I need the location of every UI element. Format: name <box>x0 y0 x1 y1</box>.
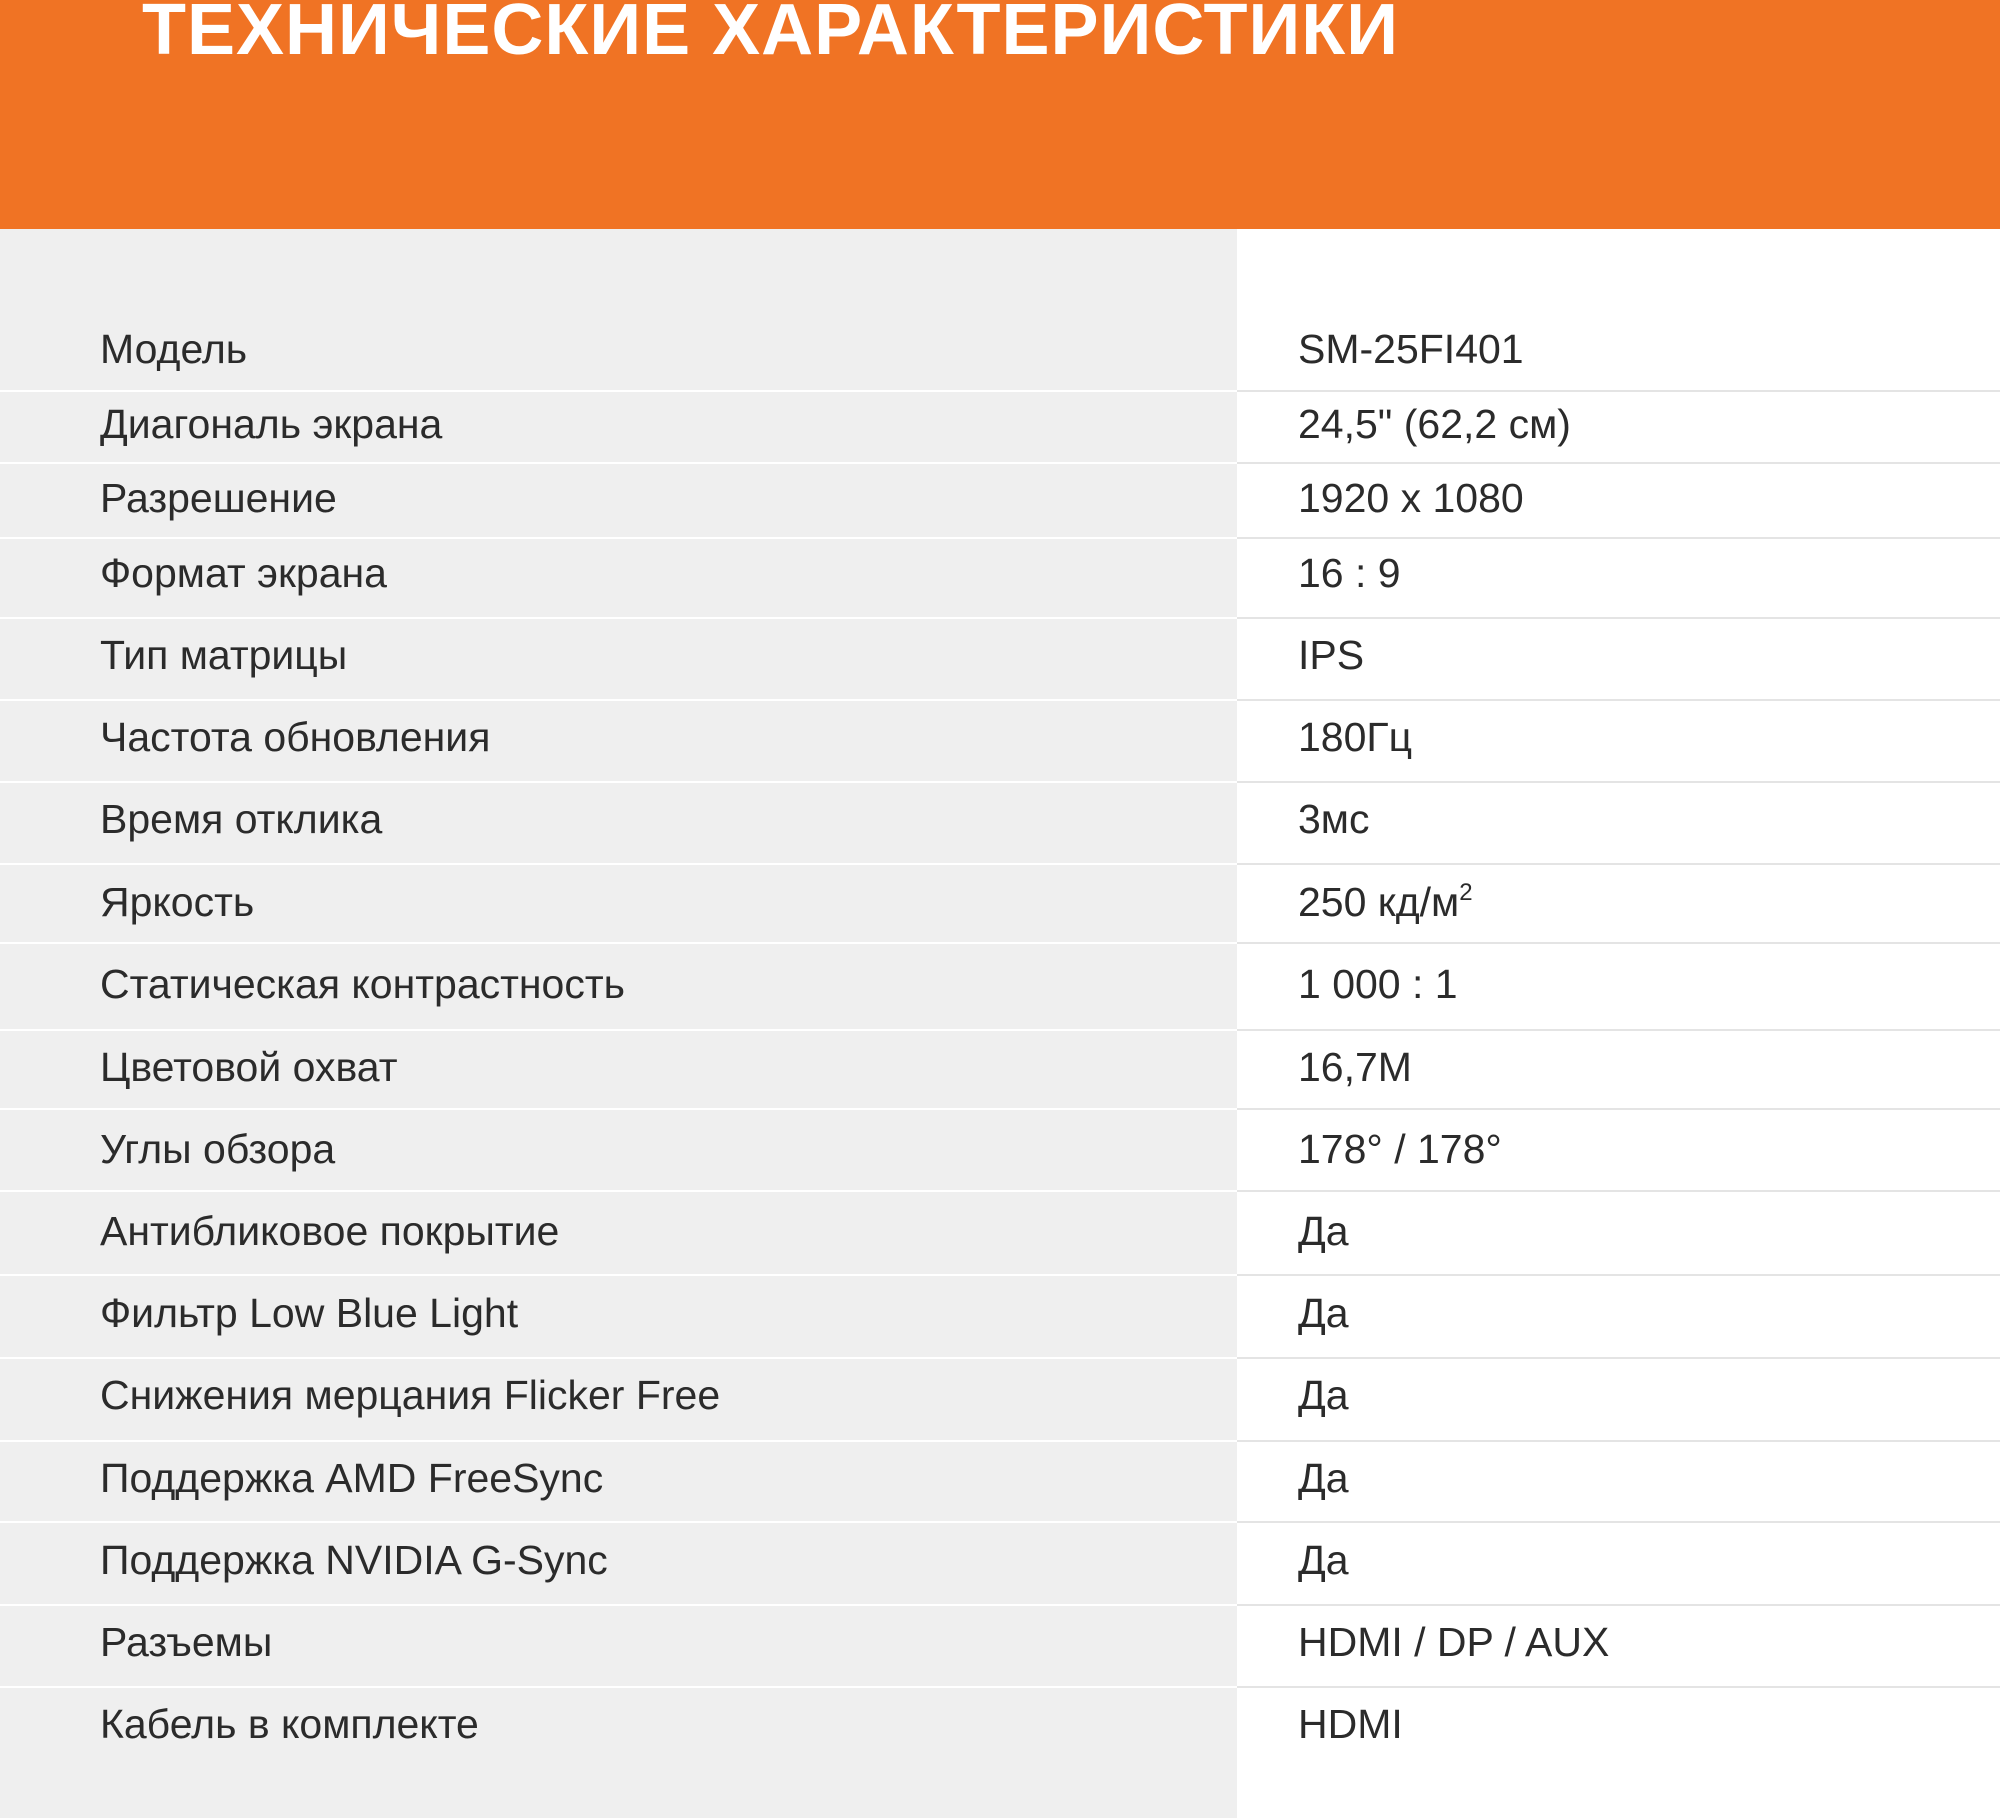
spec-value: 16 : 9 <box>1298 550 1401 596</box>
spec-value: Да <box>1298 1372 1349 1418</box>
spec-row-anti-glare <box>0 1193 2000 1269</box>
spec-label: Углы обзора <box>100 1126 336 1172</box>
row-divider <box>0 1190 1237 1192</box>
spec-row-diagonal <box>0 386 2000 462</box>
spec-label: Поддержка AMD FreeSync <box>100 1455 604 1501</box>
spec-label: Кабель в комплекте <box>100 1701 479 1747</box>
spec-value: HDMI <box>1298 1701 1403 1747</box>
spec-label: Время отклика <box>100 796 383 842</box>
spec-value: 1 000 : 1 <box>1298 961 1458 1007</box>
spec-row-connectors <box>0 1604 2000 1680</box>
spec-label: Снижения мерцания Flicker Free <box>100 1372 721 1418</box>
row-divider <box>0 1108 1237 1110</box>
spec-row-freesync <box>0 1440 2000 1516</box>
spec-label: Тип матрицы <box>100 632 348 678</box>
spec-row-response-time <box>0 781 2000 857</box>
spec-row-static-contrast <box>0 946 2000 1022</box>
row-divider <box>1237 1190 2000 1192</box>
spec-label: Частота обновления <box>100 714 491 760</box>
spec-value: 24,5" (62,2 см) <box>1298 401 1571 447</box>
spec-row-model <box>0 311 2000 387</box>
spec-value: HDMI / DP / AUX <box>1298 1619 1610 1665</box>
spec-value: IPS <box>1298 632 1365 678</box>
spec-value-text: 250 кд/м <box>1298 879 1460 925</box>
spec-row-aspect-ratio <box>0 535 2000 611</box>
spec-value: 180Гц <box>1298 714 1413 760</box>
spec-value: Да <box>1298 1537 1349 1583</box>
spec-value: Да <box>1298 1208 1349 1254</box>
spec-value: SM-25FI401 <box>1298 326 1524 372</box>
spec-value <box>1298 864 1473 940</box>
spec-value: 16,7M <box>1298 1044 1412 1090</box>
spec-value: 3мс <box>1298 796 1370 842</box>
spec-value-superscript: 2 <box>1459 879 1473 906</box>
spec-value: Да <box>1298 1290 1349 1336</box>
spec-label: Яркость <box>100 879 255 925</box>
spec-row-flicker-free <box>0 1357 2000 1433</box>
spec-label: Поддержка NVIDIA G-Sync <box>100 1537 608 1583</box>
spec-label: Разъемы <box>100 1619 273 1665</box>
spec-label: Разрешение <box>100 475 337 521</box>
spec-row-resolution <box>0 460 2000 536</box>
spec-label: Фильтр Low Blue Light <box>100 1290 519 1336</box>
spec-label: Диагональ экрана <box>100 401 443 447</box>
row-divider <box>0 942 1237 944</box>
spec-row-panel-type <box>0 617 2000 693</box>
spec-label: Статическая контрастность <box>100 961 625 1007</box>
spec-label: Антибликовое покрытие <box>100 1208 560 1254</box>
spec-value: 178° / 178° <box>1298 1126 1502 1172</box>
spec-label: Модель <box>100 326 248 372</box>
row-divider <box>1237 942 2000 944</box>
row-divider <box>1237 1108 2000 1110</box>
spec-row-brightness <box>0 864 2000 940</box>
spec-label: Формат экрана <box>100 550 387 596</box>
spec-row-cable-included <box>0 1686 2000 1762</box>
page-title: ТЕХНИЧЕСКИЕ ХАРАКТЕРИСТИКИ <box>142 0 1399 70</box>
spec-row-viewing-angles <box>0 1111 2000 1187</box>
spec-row-refresh-rate <box>0 699 2000 775</box>
spec-value: 1920 x 1080 <box>1298 475 1524 521</box>
spec-row-color-gamut <box>0 1029 2000 1105</box>
spec-row-gsync <box>0 1522 2000 1598</box>
spec-value: Да <box>1298 1455 1349 1501</box>
spec-row-low-blue-light <box>0 1275 2000 1351</box>
spec-label: Цветовой охват <box>100 1044 398 1090</box>
